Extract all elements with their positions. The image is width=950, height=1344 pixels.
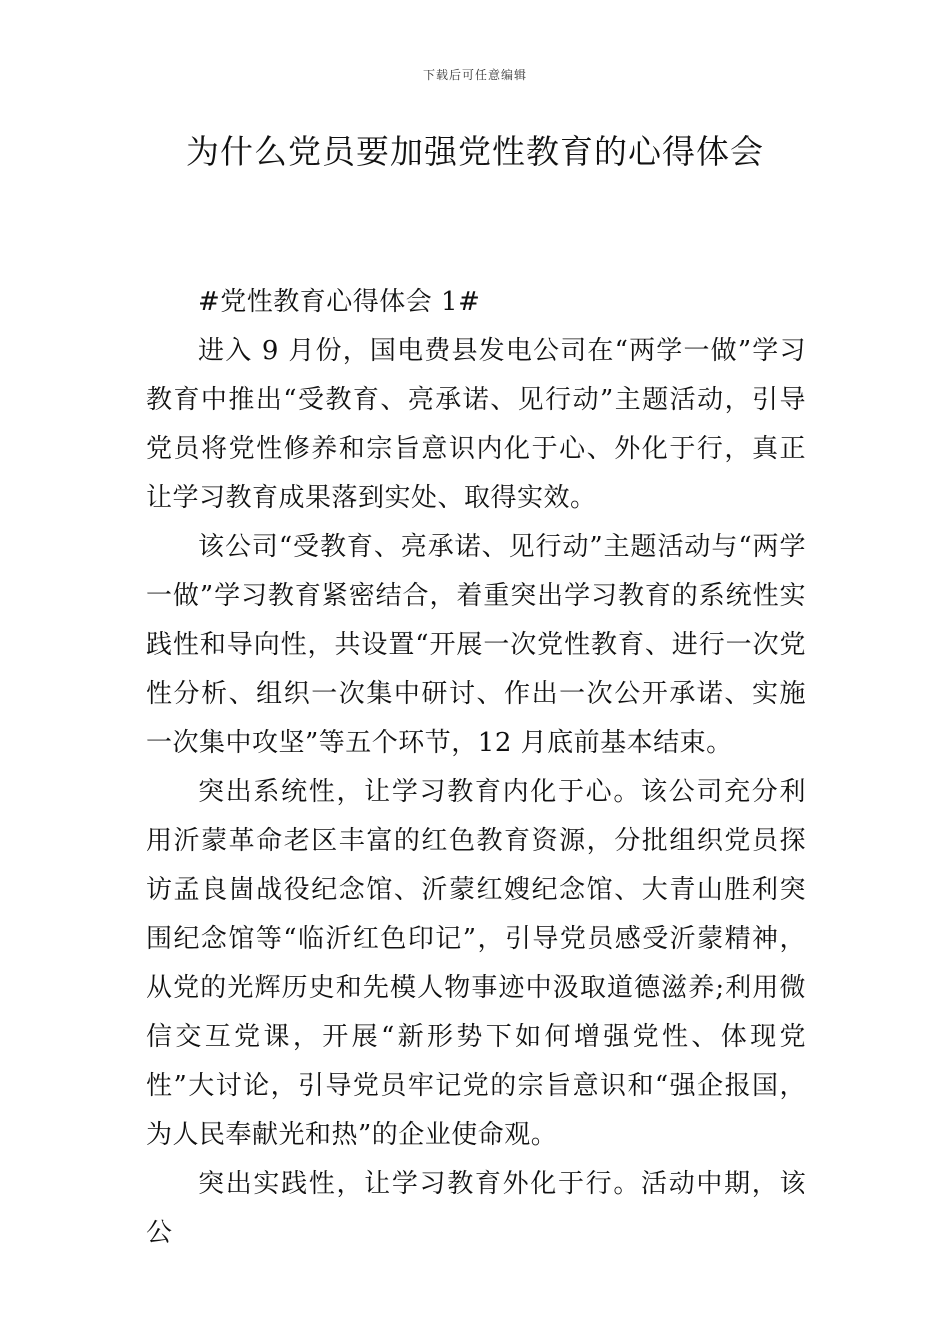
paragraph-2: 该公司“受教育、亮承诺、见行动”主题活动与“两学一做”学习教育紧密结合，着重突出学习教育的系统性实践性和导向性，共设置“开展一次党性教育、进行一次党性分析、组织一次集中研讨、作出一次公开承诺、实施一次集中攻坚”等五个环节，12 月底前基本结束。 — [146, 532, 806, 758]
paragraph-1: 进入 9 月份，国电费县发电公司在“两学一做”学习教育中推出“受教育、亮承诺、见行动”主题活动，引导党员将党性修养和宗旨意识内化于心、外化于行，真正让学习教育成果落到实处、取得实效。 — [146, 336, 806, 513]
document-title: 为什么党员要加强党性教育的心得体会 — [186, 132, 764, 171]
paragraph-3: 突出系统性，让学习教育内化于心。该公司充分利用沂蒙革命老区丰富的红色教育资源，分批组织党员探访孟良崮战役纪念馆、沂蒙红嫂纪念馆、大青山胜利突围纪念馆等“临沂红色印记”，引导党员感受沂蒙精神，从党的光辉历史和先模人物事迹中汲取道德滋养;利用微信交互党课，开展“新形势下如何增强党性、体现党性”大讨论，引导党员牢记党的宗旨意识和“强企报国，为人民奉献光和热”的企业使命观。 — [146, 777, 806, 1150]
paragraph-4: 突出实践性，让学习教育外化于行。活动中期，该公 — [146, 1169, 806, 1248]
section-heading: #党性教育心得体会 1# — [198, 287, 481, 317]
document-body — [146, 278, 806, 1258]
header-note: 下载后可任意编辑 — [422, 68, 527, 82]
